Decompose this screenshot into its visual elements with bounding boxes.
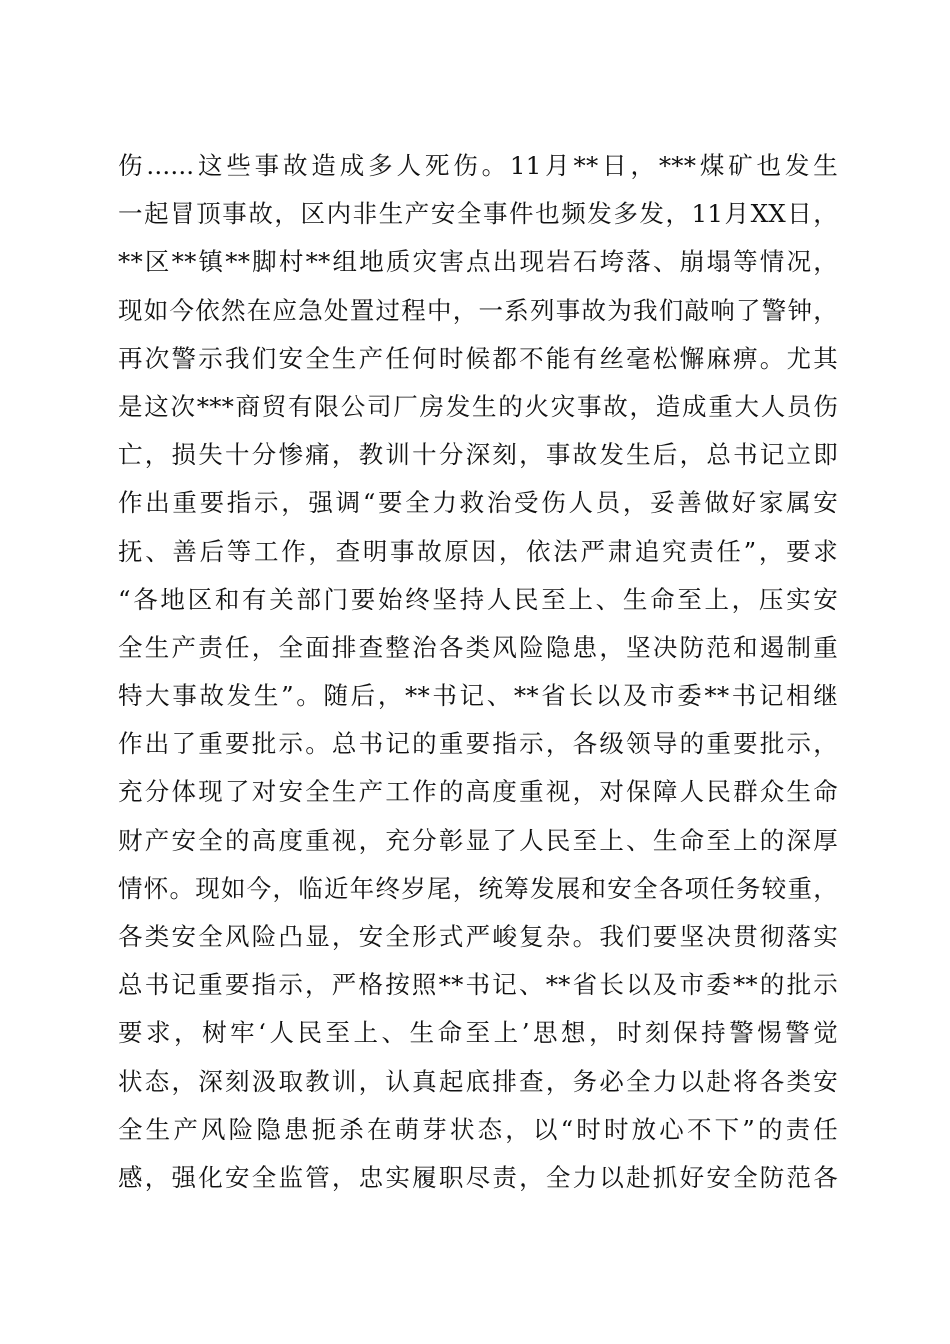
text-line: 亡，损失十分惨痛，教训十分深刻，事故发生后，总书记立即 <box>118 440 838 470</box>
text-line: 情怀。现如今，临近年终岁尾，统筹发展和安全各项任务较重， <box>118 873 838 903</box>
body-paragraph <box>118 142 838 1202</box>
text-line: “各地区和有关部门要始终坚持人民至上、生命至上，压实安 <box>118 584 838 614</box>
text-line: 财产安全的高度重视，充分彰显了人民至上、生命至上的深厚 <box>118 825 838 855</box>
text-line: 一起冒顶事故，区内非生产安全事件也频发多发，11月XX日， <box>118 199 838 229</box>
text-line: 要求，树牢‘人民至上、生命至上’思想，时刻保持警惕警觉 <box>118 1018 838 1048</box>
text-line: 作出重要指示，强调“要全力救治受伤人员，妥善做好家属安 <box>118 488 838 518</box>
text-line: 抚、善后等工作，查明事故原因，依法严肃追究责任”，要求 <box>118 536 838 566</box>
text-line: 充分体现了对安全生产工作的高度重视，对保障人民群众生命 <box>118 777 838 807</box>
text-line: 全生产责任，全面排查整治各类风险隐患，坚决防范和遏制重 <box>118 632 838 662</box>
text-line: 特大事故发生”。随后，**书记、**省长以及市委**书记相继 <box>118 681 838 711</box>
text-line: 总书记重要指示，严格按照**书记、**省长以及市委**的批示 <box>118 970 838 1000</box>
text-line: 作出了重要批示。总书记的重要指示，各级领导的重要批示， <box>118 729 838 759</box>
text-line: 伤......这些事故造成多人死伤。11月**日，***煤矿也发生 <box>118 151 838 180</box>
text-line: 各类安全风险凸显，安全形式严峻复杂。我们要坚决贯彻落实 <box>118 922 838 951</box>
text-line: 现如今依然在应急处置过程中，一系列事故为我们敲响了警钟， <box>118 295 838 325</box>
text-line: 全生产风险隐患扼杀在萌芽状态，以“时时放心不下”的责任 <box>118 1114 838 1144</box>
text-line: 再次警示我们安全生产任何时候都不能有丝毫松懈麻痹。尤其 <box>118 343 838 373</box>
text-line: 感，强化安全监管，忠实履职尽责，全力以赴抓好安全防范各 <box>118 1162 838 1192</box>
text-line: 是这次***商贸有限公司厂房发生的火灾事故，造成重大人员伤 <box>118 391 838 421</box>
text-line: 状态，深刻汲取教训，认真起底排查，务必全力以赴将各类安 <box>118 1066 838 1096</box>
text-line: **区**镇**脚村**组地质灾害点出现岩石垮落、崩塌等情况， <box>118 247 838 277</box>
